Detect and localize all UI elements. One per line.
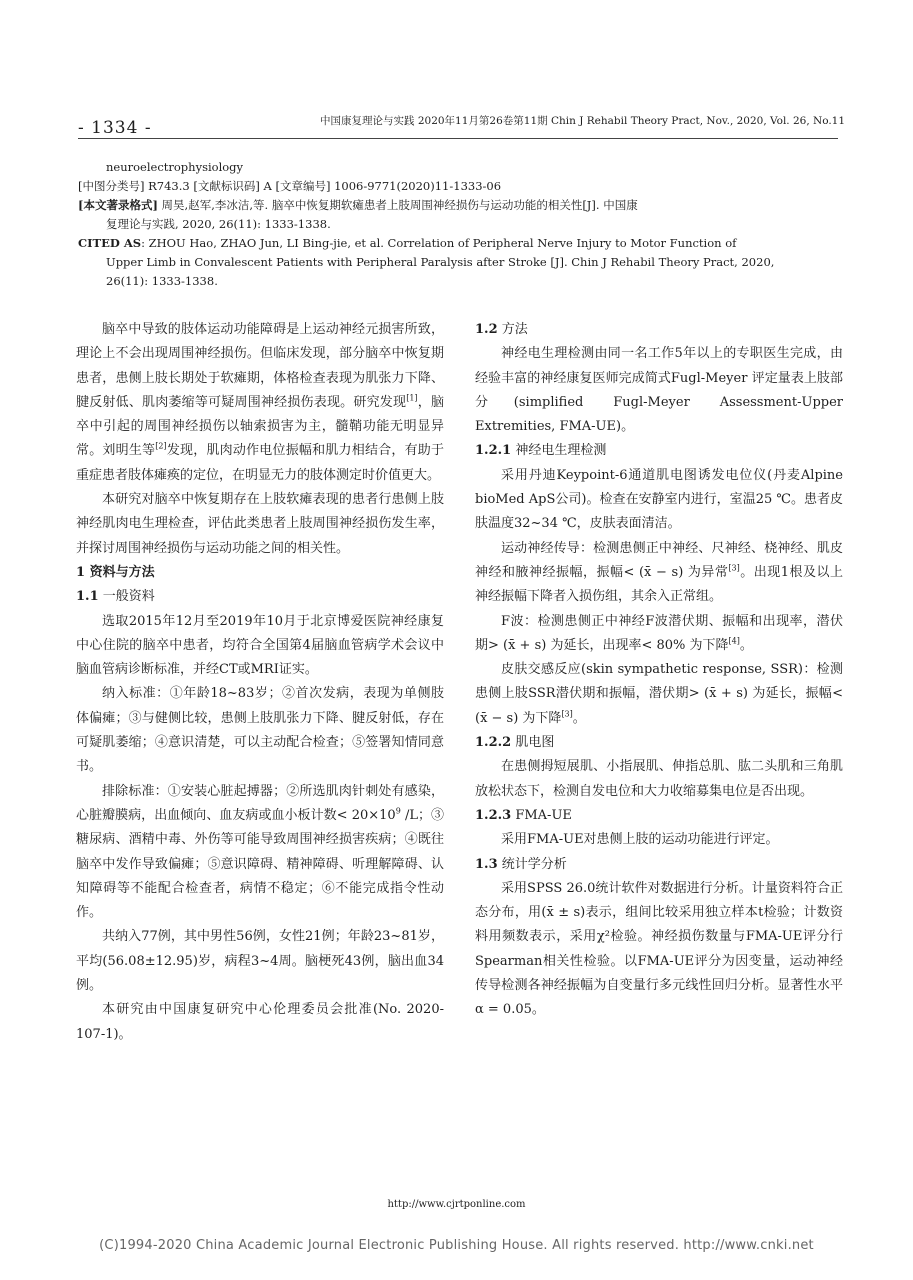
exclusion-criteria: [76, 780, 444, 926]
ref-3: [3]: [728, 563, 740, 573]
exclusion-text-a: 排除标准：①安装心脏起搏器；②所选肌肉针刺处有感染，心脏瓣膜病，出血倾向、血友病或血小板计数< 20×10: [76, 783, 444, 823]
article-metadata: [78, 158, 843, 291]
citation-cn-text-2: 复理论与实践, 2020, 26(11): 1333-1338.: [106, 217, 331, 231]
heading-title: 统计学分析: [497, 856, 567, 872]
right-column: [475, 318, 843, 1023]
f-wave-paragraph: [475, 610, 843, 659]
heading-number: 1.2: [475, 322, 498, 337]
cited-as-label: CITED AS: [78, 236, 142, 250]
fma-paragraph: 采用FMA-UE对患侧上肢的运动功能进行评定。: [501, 832, 779, 848]
motor-text-a: 运动神经传导：检测患侧正中神经、尺神经、桡神经、肌皮神经和腋神经振幅，振幅< (x̄ − s) 为异常: [475, 540, 843, 580]
subjects-paragraph: 选取2015年12月至2019年10月于北京博爱医院神经康复中心住院的脑卒中患者，均符合全国第4届脑血管病学术会议中脑血管病诊断标准，并经CT或MRI证实。: [76, 613, 444, 678]
intro-text-c: 发现，肌肉动作电位振幅和肌力相结合，有助于重症患者肢体瘫痪的定位，在明显无力的肢体测定时价值更大。: [76, 443, 444, 483]
left-column: [76, 318, 444, 1047]
equipment-paragraph: 采用丹迪Keypoint-6通道肌电图诱发电位仪(丹麦Alpine bioMed ApS公司)。检查在安静室内进行，室温25 ℃。患者皮肤温度32~34 ℃，皮肤表面清洁。: [475, 467, 843, 532]
section-heading-1-1: [76, 585, 444, 609]
ethics-paragraph: 本研究由中国康复研究中心伦理委员会批准(No. 2020-107-1)。: [76, 1002, 444, 1042]
intro-paragraph-2: 本研究对脑卒中恢复期存在上肢软瘫表现的患者行患侧上肢神经肌肉电生理检查，评估此类患者上肢周围神经损伤发生率，并探讨周围神经损伤与运动功能之间的相关性。: [76, 492, 444, 556]
classification-line: [中图分类号] R743.3 [文献标识码] A [文章编号] 1006-9771(2020)11-1333-06: [78, 179, 502, 193]
motor-text-b: 。出现1根及以上神经振幅下降者入损伤组，其余入正常组。: [475, 564, 843, 605]
f-wave-text-a: F波：检测患侧正中神经F波潜伏期、振幅和出现率，潜伏期> (x̄ + s) 为延长，出现率< 80% 为下降: [475, 613, 843, 653]
journal-running-header: 中国康复理论与实践 2020年11月第26卷第11期 Chin J Rehabil Theory Pract, Nov., 2020, Vol. 26, No.11: [320, 115, 846, 127]
exclusion-text-b: /L；③糖尿病、酒精中毒、外伤等可能导致周围神经损害疾病；④既往脑卒中发作导致偏瘫；⑤意识障碍、精神障碍、听理解障碍、认知障碍等不能配合检查者，病情不稳定；⑥不能完成指令性动作。: [76, 807, 444, 921]
section-heading-1: 1 资料与方法: [76, 564, 155, 580]
cited-as-text-1: : ZHOU Hao, ZHAO Jun, LI Bing-jie, et al. Correlation of Peripheral Nerve Injury to Motor Function of: [141, 236, 737, 250]
ref-4: [4]: [728, 636, 740, 646]
section-heading-1-2-2: [475, 731, 843, 755]
ref-3b: [3]: [561, 709, 573, 719]
heading-number: 1.2.1: [475, 443, 512, 459]
cited-as-text-2: Upper Limb in Convalescent Patients with Peripheral Paralysis after Stroke [J]. Chin J Rehabil Theory Pract, 2020,: [106, 255, 775, 269]
inclusion-criteria: 纳入标准：①年龄18~83岁；②首次发病，表现为单侧肢体偏瘫；③与健侧比较，患侧上肢肌张力下降、腱反射低，存在可疑肌萎缩；④意识清楚，可以主动配合检查；⑤签署知情同意书。: [76, 686, 444, 775]
emg-paragraph: 在患侧拇短展肌、小指展肌、伸指总肌、肱二头肌和三角肌放松状态下，检测自发电位和大力收缩募集电位是否出现。: [475, 759, 843, 799]
intro-paragraph-1: [76, 318, 444, 488]
heading-number: 1.3: [475, 856, 498, 872]
ref-1: [1]: [406, 393, 418, 403]
intro-text-a: 脑卒中导致的肢体运动功能障碍是上运动神经元损害所致，理论上不会出现周围神经损伤。但临床发现，部分脑卒中恢复期患者，患侧上肢长期处于软瘫期，体格检查表现为肌张力下降、腱反射低、肌肉萎缩等可疑周围神经损伤表现。研究发现: [76, 322, 444, 410]
header-divider: [78, 138, 838, 139]
heading-number: 1.2.3: [475, 807, 512, 823]
section-heading-1-3: [475, 853, 843, 877]
ssr-paragraph: [475, 658, 843, 731]
cnki-copyright-watermark: (C)1994-2020 China Academic Journal Electronic Publishing House. All rights reserved. http://www.cnki.net: [99, 1238, 814, 1253]
enrollment-paragraph: 共纳入77例，其中男性56例，女性21例；年龄23~81岁，平均(56.08±12.95)岁，病程3~4周。脑梗死43例，脑出血34例。: [76, 929, 444, 994]
exponent: 9: [395, 806, 401, 816]
page-number: - 1334 -: [78, 118, 152, 138]
keyword-tail: neuroelectrophysiology: [106, 160, 244, 174]
section-heading-1-2-1: [475, 439, 843, 463]
journal-url: http://www.cjrtponline.com: [387, 1199, 526, 1210]
section-heading-1-2-3: [475, 804, 843, 828]
ref-2: [2]: [155, 442, 167, 452]
heading-number: 1.1: [76, 589, 99, 605]
intro-text-b: ，脑卒中引起的周围神经损伤以轴索损害为主，髓鞘功能无明显异常。刘明生等: [76, 394, 444, 459]
heading-number: 1.2.2: [475, 735, 512, 751]
section-heading-1-2: [475, 318, 843, 342]
ssr-text-b: 。: [572, 710, 586, 726]
statistics-paragraph: 采用SPSS 26.0统计软件对数据进行分析。计量资料符合正态分布，用(x̄ ± s)表示，组间比较采用独立样本t检验；计数资料用频数表示，采用χ²检验。神经损伤数量与FMA-UE评分行Spearman相关性检验。以FMA-UE评分为因变量，运动神经传导检测各神经振幅为自变量行多元线性回归分析。显著性水平α = 0.05。: [475, 880, 843, 1018]
ssr-text-a: 皮肤交感反应(skin sympathetic response, SSR)：检测患侧上肢SSR潜伏期和振幅，潜伏期> (x̄ + s) 为延长，振幅< (x̄ − s) 为下降: [475, 662, 843, 726]
methods-paragraph: 神经电生理检测由同一名工作5年以上的专职医生完成，由经验丰富的神经康复医师完成简式Fugl-Meyer 评定量表上肢部分(simplified Fugl-Meyer Assessment-Upper Extremities, FMA-UE)。: [475, 346, 843, 435]
motor-conduction-paragraph: [475, 537, 843, 610]
citation-cn-label: [本文著录格式]: [78, 198, 158, 212]
heading-title: 一般资料: [98, 589, 155, 605]
cited-as: [78, 234, 843, 253]
heading-title: 神经电生理检测: [511, 443, 607, 459]
heading-title: 肌电图: [511, 735, 555, 751]
citation-cn-text-1: 周昊,赵军,李冰洁,等. 脑卒中恢复期软瘫患者上肢周围神经损伤与运动功能的相关性[J]. 中国康: [157, 198, 638, 212]
heading-title: 方法: [497, 322, 528, 337]
heading-title: FMA-UE: [511, 807, 572, 823]
citation-cn: [78, 196, 843, 215]
f-wave-text-b: 。: [739, 637, 753, 653]
cited-as-text-3: 26(11): 1333-1338.: [106, 274, 218, 288]
